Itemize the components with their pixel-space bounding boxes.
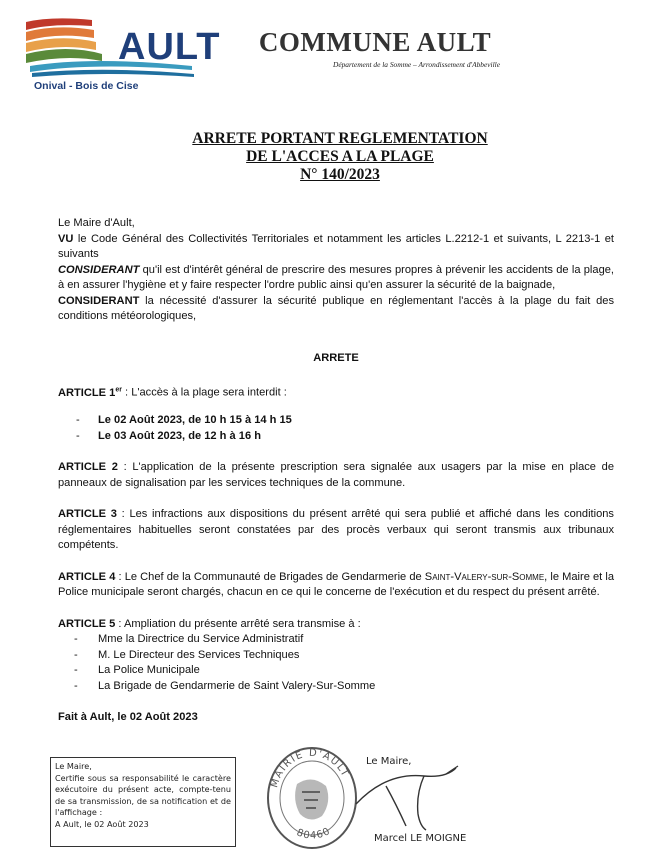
article-1 (58, 382, 614, 401)
article-5-item-2: - M. Le Directeur des Services Techniques (74, 648, 300, 661)
article-4: ARTICLE 4 : Le Chef de la Communauté de Brigades de Gendarmerie de Saint-Valery-sur-Somme, le Maire et la Police municipale seront chargés, chacun en ce qui le concerne de l'exécution et du respect du présent arrêté. (58, 570, 614, 599)
article-2-label: ARTICLE 2 (58, 461, 118, 474)
mayor-name: Marcel LE MOIGNE (374, 833, 467, 844)
signature-title: Le Maire, (366, 756, 412, 767)
certification-box (50, 757, 236, 847)
article-3-label: ARTICLE 3 (58, 508, 117, 521)
logo-tagline: Onival - Bois de Cise (34, 80, 139, 92)
heading-line-1: ARRETE PORTANT REGLEMENTATION (192, 130, 488, 147)
article-4-place: Saint-Valery-sur-Somme (424, 570, 545, 583)
article-1-item-1: - Le 02 Août 2023, de 10 h 15 à 14 h 15 (76, 414, 292, 427)
certification-date: A Ault, le 02 Août 2023 (55, 818, 149, 829)
article-1-label: ARTICLE 1er (58, 386, 122, 399)
handwritten-signature (346, 764, 466, 834)
article-5-item-3: - La Police Municipale (74, 664, 200, 677)
preamble-considerant-1 (58, 263, 614, 294)
article-1-text: : L'accès à la plage sera interdit : (121, 386, 287, 399)
svg-text:MAIRIE D'AULT: MAIRIE D'AULT (269, 747, 351, 790)
preamble-intro: Le Maire d'Ault, (58, 217, 135, 229)
article-2-text: : L'application de la présente prescription sera signalée aux usagers par la mise en place de panneaux de signalisation par les services techniques de la commune. (58, 461, 614, 489)
logo-wordmark: AULT (118, 26, 221, 68)
considerant-1-text: qu'il est d'intérêt général de prescrire des mesures propres à prévenir les accidents de la plage, à en assurer l'hygiène et y faire respecter l'ordre public ainsi qu'en assurer la sécurité de la baignade, (58, 263, 614, 291)
commune-subtitle: Département de la Somme – Arrondissement d'Abbeville (332, 60, 500, 69)
commune-logo (22, 14, 221, 94)
certification-text: Certifie sous sa responsabilité le caractère exécutoire du présent acte, compte-tenu de sa transmission, de sa notification et de l'affichage : (55, 772, 231, 818)
article-5-text: : Ampliation du présente arrêté sera transmise à : (115, 617, 361, 630)
document-body (58, 216, 614, 726)
done-at: Fait à Ault, le 02 Août 2023 (58, 711, 198, 724)
certification-title: Le Maire, (55, 761, 92, 771)
preamble-vu (58, 232, 614, 263)
article-5-label: ARTICLE 5 (58, 617, 116, 630)
article-5-item-4: - La Brigade de Gendarmerie de Saint Valery-Sur-Somme (74, 679, 376, 692)
heading-line-2: DE L'ACCES A LA PLAGE (246, 148, 434, 165)
commune-title: COMMUNE AULT (258, 27, 492, 57)
article-2 (58, 460, 614, 491)
vu-text: le Code Général des Collectivités Territoriales et notamment les articles L.2212-1 et suivants, L 2213-1 et suivants (58, 232, 614, 260)
article-5 (58, 617, 614, 633)
article-4-label: ARTICLE 4 (58, 570, 116, 583)
considerant-label-2: CONSIDERANT (58, 294, 140, 307)
svg-text:80460: 80460 (294, 825, 333, 842)
considerant-label-1: CONSIDERANT (58, 263, 140, 276)
article-1-item-2: - Le 03 Août 2023, de 12 h à 16 h (76, 429, 261, 442)
article-5-item-1: - Mme la Directrice du Service Administratif (74, 633, 304, 646)
document-heading (160, 130, 520, 184)
article-3 (58, 507, 614, 554)
arrete-heading: ARRETE (313, 351, 359, 364)
considerant-2-text: la nécessité d'assurer la sécurité publique en réglementant l'accès à la plage du fait des conditions météorologiques, (58, 294, 614, 322)
preamble-considerant-2 (58, 294, 614, 325)
vu-label: VU (58, 232, 74, 245)
article-3-text: : Les infractions aux dispositions du présent arrêté qui sera publié et affiché dans les conditions réglementaires habituelles seront constatées par des procès verbaux qui seront transmis aux tribunaux compétents. (58, 508, 614, 552)
heading-line-3: N° 140/2023 (300, 166, 380, 183)
